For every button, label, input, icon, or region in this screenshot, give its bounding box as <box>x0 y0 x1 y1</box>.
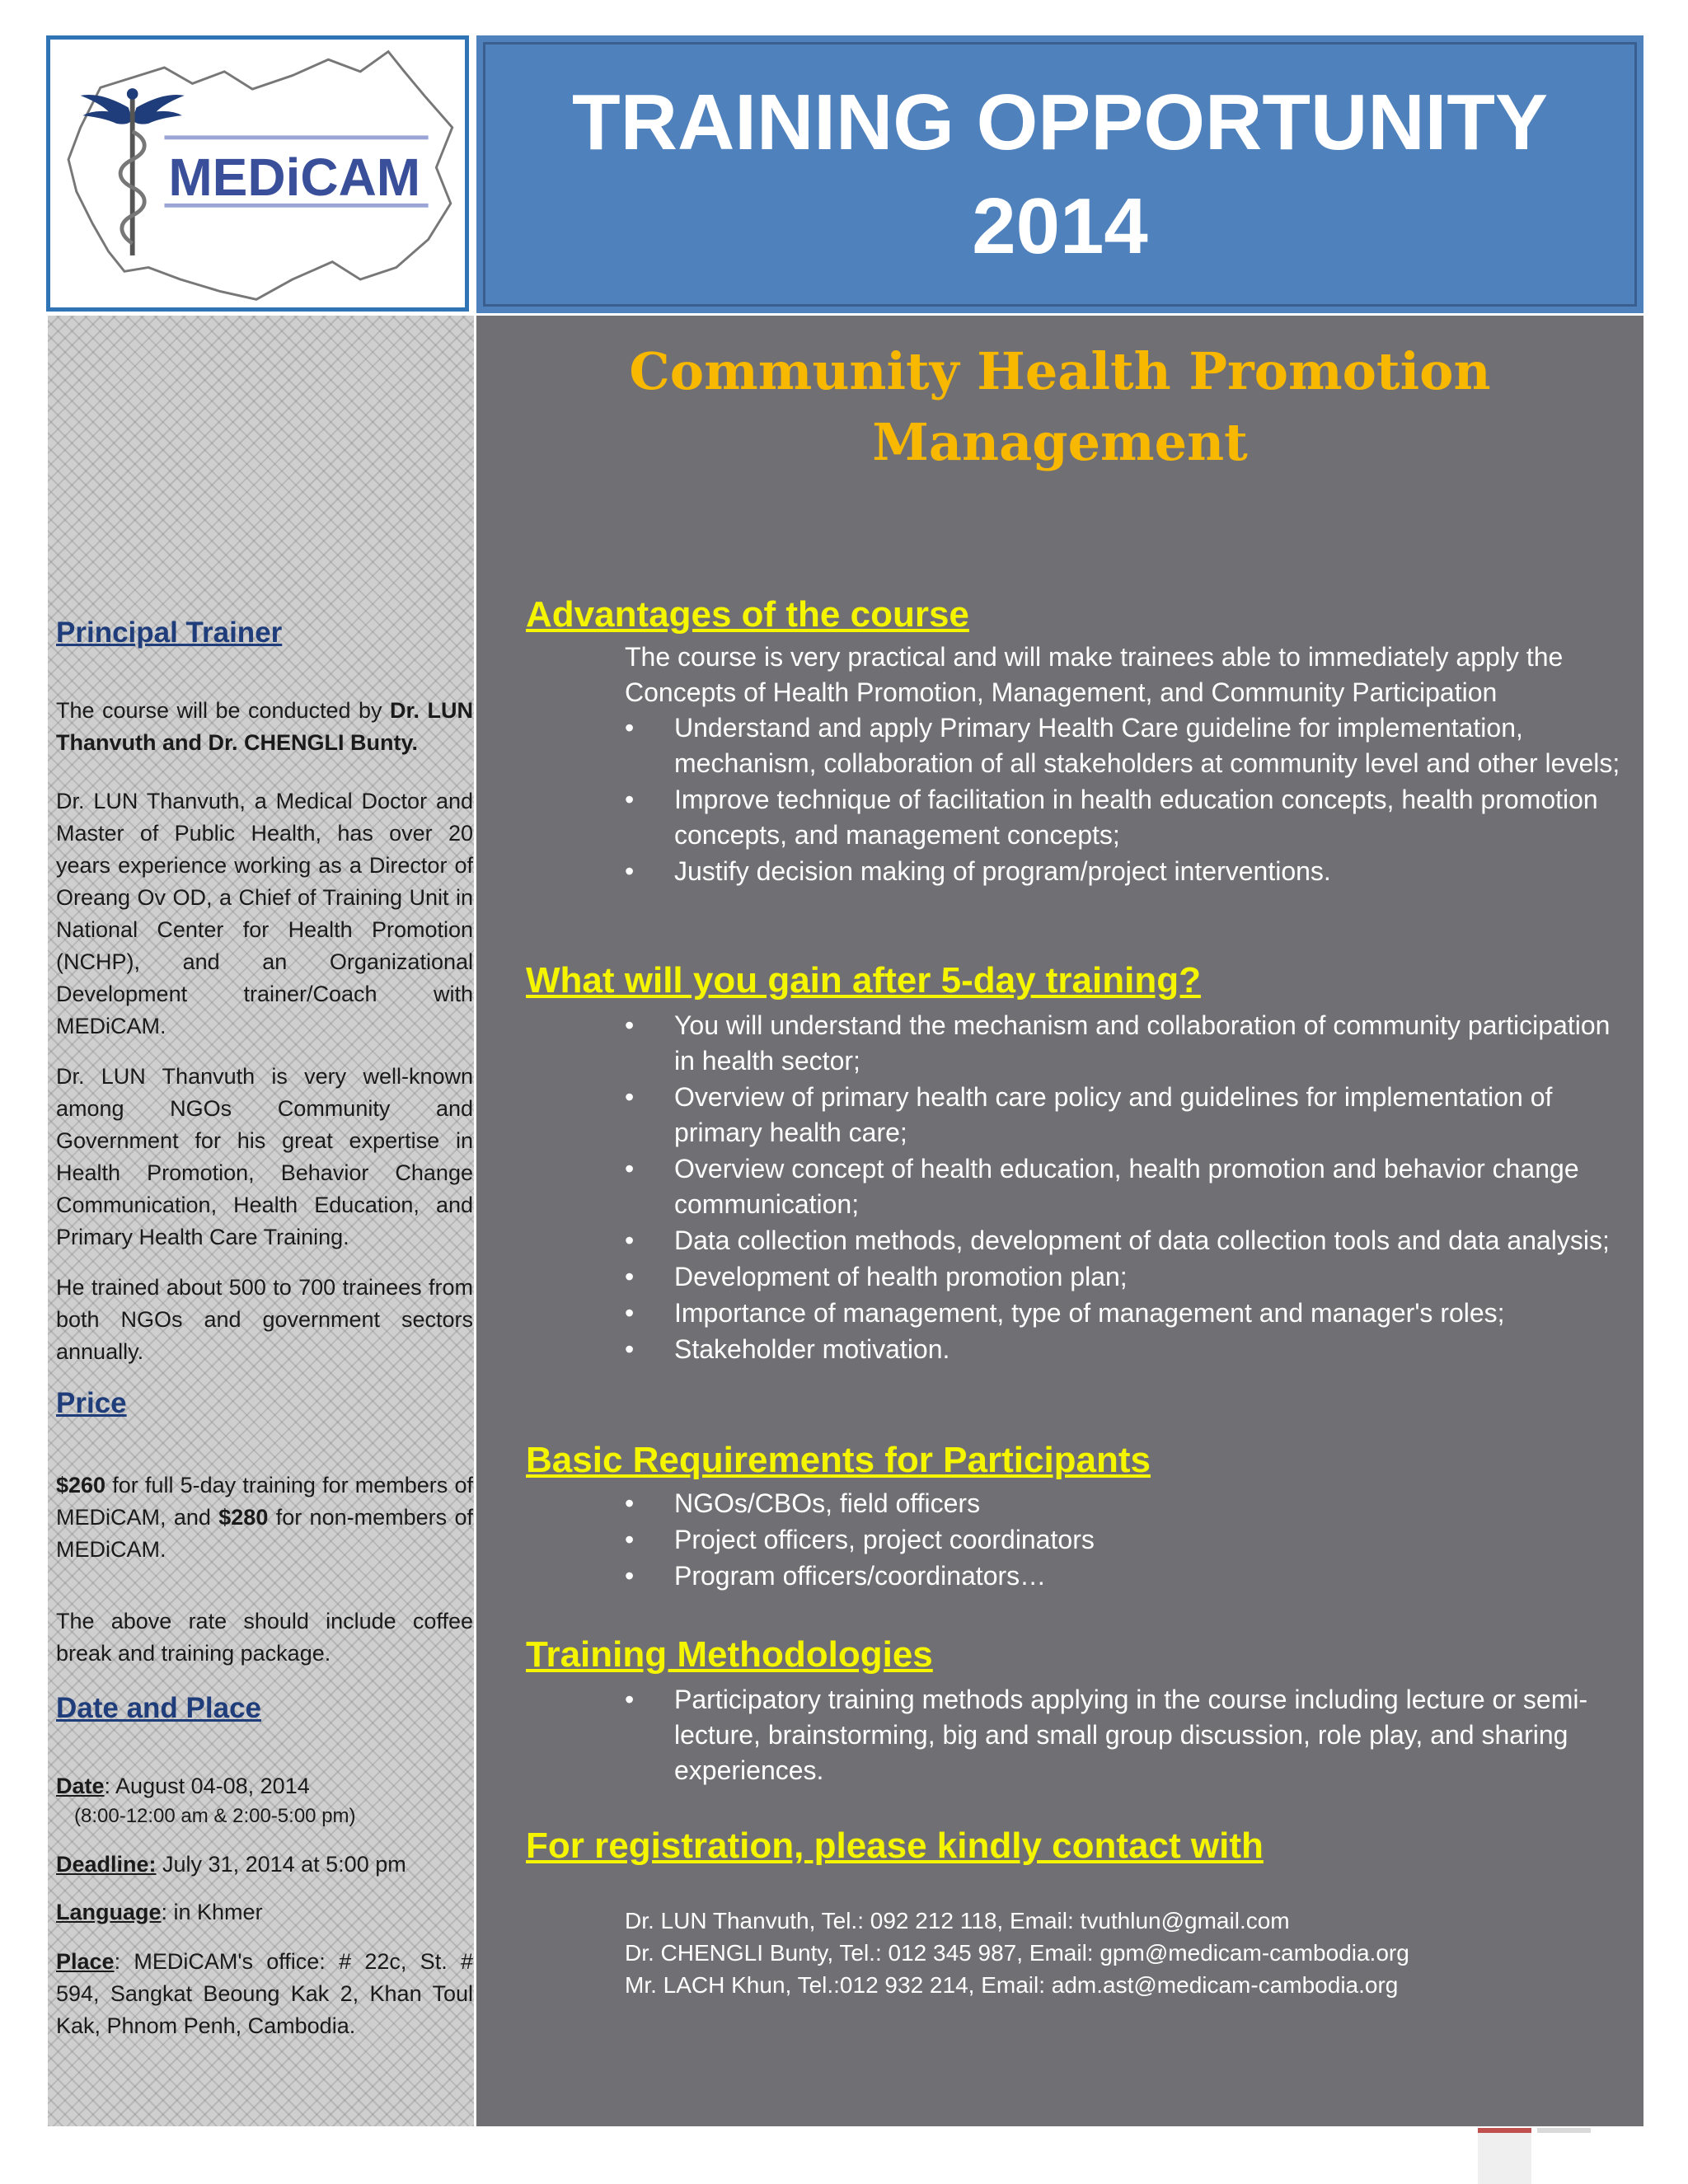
course-title: Community Health Promotion Management <box>629 341 1491 472</box>
contact-list <box>625 1905 1409 2001</box>
list-item: • Improve technique of facilitation in health education concepts, health promotion concepts, and management concepts; <box>625 782 1630 853</box>
contact-item: Mr. LACH Khun, Tel.:012 932 214, Email: adm.ast@medicam-cambodia.org <box>625 1972 1399 1998</box>
contact-item: Dr. CHENGLI Bunty, Tel.: 012 345 987, Email: gpm@medicam-cambodia.org <box>625 1940 1409 1966</box>
trainer-bio-2: Dr. LUN Thanvuth is very well-known among NGOs Community and Government for his great expertise in Health Promotion, Behavior Change Communication, Health Education, and Primary Health Care Training. <box>56 1064 473 1249</box>
place-info: Place: MEDiCAM's office: # 22c, St. # 594, Sangkat Beoung Kak 2, Khan Toul Kak, Phnom Penh, Cambodia. <box>56 1949 473 2038</box>
nonmember-price: $280 <box>218 1505 269 1530</box>
main-panel <box>476 316 1643 2126</box>
title-banner <box>476 35 1643 313</box>
list-item: • NGOs/CBOs, field officers <box>625 1486 1630 1521</box>
trainer-intro: The course will be conducted by Dr. LUN Thanvuth and Dr. CHENGLI Bunty. <box>56 698 473 755</box>
gain-heading: What will you gain after 5-day training? <box>526 960 1201 1001</box>
list-item: • Understand and apply Primary Health Care guideline for implementation, mechanism, collaboration of all stakeholders at community level and other levels; <box>625 710 1630 781</box>
list-item: • Data collection methods, development of data collection tools and data analysis; <box>625 1223 1630 1258</box>
advantages-heading: Advantages of the course <box>526 594 969 635</box>
list-item: • Program officers/coordinators… <box>625 1558 1630 1594</box>
registration-heading: For registration, please kindly contact with <box>526 1825 1264 1866</box>
medicam-logo <box>46 35 469 312</box>
list-item: • Participatory training methods applying in the course including lecture or semi-lecture, brainstorming, big and small group discussion, role play, and sharing experiences. <box>625 1682 1630 1788</box>
list-item: • Development of health promotion plan; <box>625 1259 1630 1295</box>
advantages-list <box>625 710 1630 890</box>
contact-item: Dr. LUN Thanvuth, Tel.: 092 212 118, Email: tvuthlun@gmail.com <box>625 1908 1290 1933</box>
time-info: (8:00-12:00 am & 2:00-5:00 pm) <box>74 1805 356 1827</box>
gain-list <box>625 1008 1630 1368</box>
title-line-1: TRAINING OPPORTUNITY <box>571 77 1548 166</box>
list-item: • Overview concept of health education, health promotion and behavior change communication; <box>625 1151 1630 1222</box>
list-item: • Overview of primary health care policy and guidelines for implementation of primary health care; <box>625 1080 1630 1151</box>
list-item: • Stakeholder motivation. <box>625 1332 1630 1367</box>
methodologies-heading: Training Methodologies <box>526 1634 933 1675</box>
trainer-bio-3: He trained about 500 to 700 trainees from both NGOs and government sectors annually. <box>56 1275 473 1364</box>
title-line-2: 2014 <box>972 181 1148 270</box>
cambodia-map-logo-icon <box>50 40 465 307</box>
list-item: • Project officers, project coordinators <box>625 1522 1630 1558</box>
logo-text: MEDiCAM <box>168 148 421 208</box>
date-info: Date: August 04-08, 2014 (8:00-12:00 am & 2:00-5:00 pm) <box>56 1770 473 1830</box>
trainer-bio-1: Dr. LUN Thanvuth, a Medical Doctor and Master of Public Health, has over 20 years experience working as a Director of Oreang Ov OD, a Chief of Training Unit in National Center for Health Promotion (NCHP), and an Organizational Development trainer/Coach with MEDiCAM. <box>56 789 473 1038</box>
price-text: $260 for full 5-day training for members of MEDiCAM, and $280 for non-members of MEDiCAM. <box>56 1473 473 1562</box>
footer-page-tab <box>1478 2133 1531 2184</box>
price-note: The above rate should include coffee break and training package. <box>56 1609 473 1666</box>
deadline-info: Deadline: July 31, 2014 at 5:00 pm <box>56 1852 406 1877</box>
trainer-names: Dr. LUN Thanvuth and Dr. CHENGLI Bunty. <box>56 698 473 755</box>
left-sidebar <box>48 316 474 2126</box>
date-place-heading: Date and Place <box>56 1692 261 1724</box>
requirements-list <box>625 1486 1630 1595</box>
price-heading: Price <box>56 1387 127 1419</box>
methodologies-list <box>625 1682 1630 1789</box>
language-info: Language: in Khmer <box>56 1900 263 1924</box>
footer-accent-gray <box>1537 2128 1591 2133</box>
requirements-heading: Basic Requirements for Participants <box>526 1440 1151 1480</box>
list-item: • You will understand the mechanism and collaboration of community participation in health sector; <box>625 1008 1630 1079</box>
advantages-intro: The course is very practical and will make trainees able to immediately apply the Concepts of Health Promotion, Management, and Community Participation <box>625 642 1564 707</box>
list-item: • Importance of management, type of management and manager's roles; <box>625 1296 1630 1331</box>
list-item: • Justify decision making of program/project interventions. <box>625 854 1630 889</box>
principal-trainer-heading: Principal Trainer <box>56 616 283 649</box>
member-price: $260 <box>56 1473 106 1497</box>
